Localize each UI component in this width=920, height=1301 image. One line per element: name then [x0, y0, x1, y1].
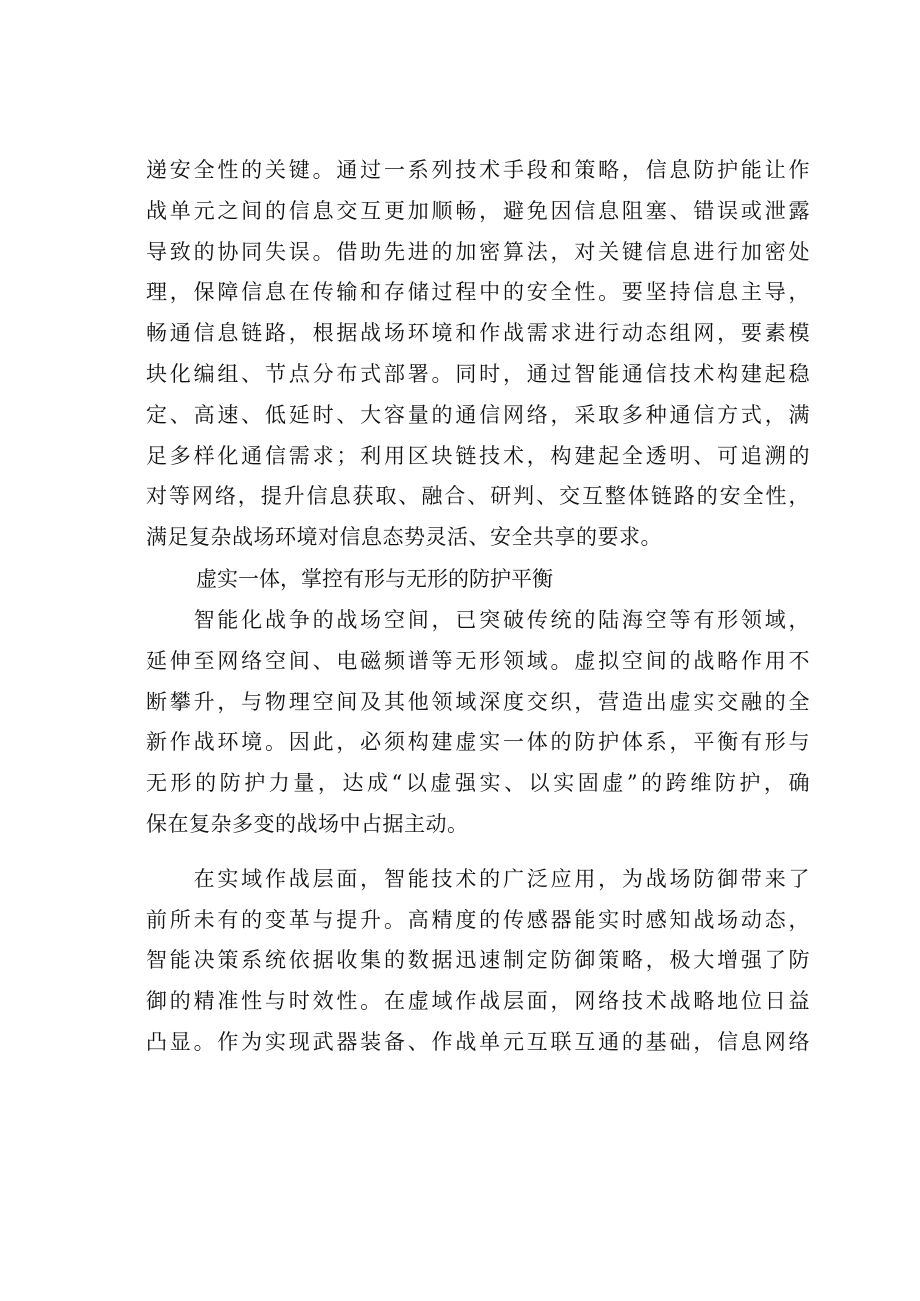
paragraph-spacing: [146, 845, 810, 859]
text-line: 定、高速、低延时、大容量的通信网络，采取多种通信方式，满: [146, 402, 810, 427]
text-line: 战单元之间的信息交互更加顺畅，避免因信息阻塞、错误或泄露: [146, 198, 810, 223]
text-line: 前所未有的变革与提升。高精度的传感器能实时感知战场动态，: [146, 907, 810, 932]
text-line: 断攀升，与物理空间及其他领域深度交织，营造出虚实交融的全: [146, 689, 810, 714]
text-line: 在实域作战层面，智能技术的广泛应用，为战场防御带来了: [146, 866, 810, 891]
text-line: 足多样化通信需求；利用区块链技术，构建起全透明、可追溯的: [146, 443, 810, 468]
text-line: 保在复杂多变的战场中占据主动。: [146, 811, 469, 836]
text-line: 对等网络，提升信息获取、融合、研判、交互整体链路的安全性，: [146, 484, 810, 509]
paragraph-2: [146, 600, 810, 845]
text-line: 理，保障信息在传输和存储过程中的安全性。要坚持信息主导，: [146, 280, 810, 305]
paragraph-3: [146, 859, 810, 1063]
text-line: 凸显。作为实现武器装备、作战单元互联互通的基础，信息网络: [146, 1029, 810, 1054]
text-line: 御的精准性与时效性。在虚域作战层面，网络技术战略地位日益: [146, 989, 810, 1014]
text-line: 新作战环境。因此，必须构建虚实一体的防护体系，平衡有形与: [146, 730, 810, 755]
text-line: 智能决策系统依据收集的数据迅速制定防御策略，极大增强了防: [146, 948, 810, 973]
text-line: 延伸至网络空间、电磁频谱等无形领域。虚拟空间的战略作用不: [146, 648, 810, 673]
text-line: 满足复杂战场环境对信息态势灵活、安全共享的要求。: [146, 525, 662, 550]
paragraph-1: [146, 150, 810, 558]
text-line: 畅通信息链路，根据战场环境和作战需求进行动态组网，要素模: [146, 321, 810, 346]
text-line: 块化编组、节点分布式部署。同时，通过智能通信技术构建起稳: [146, 361, 810, 386]
text-line: 导致的协同失误。借助先进的加密算法，对关键信息进行加密处: [146, 239, 810, 264]
text-line: 无形的防护力量，达成“以虚强实、以实固虚”的跨维防护，确: [146, 771, 810, 796]
text-line: 递安全性的关键。通过一系列技术手段和策略，信息防护能让作: [146, 158, 810, 182]
section-heading: 虚实一体，掌控有形与无形的防护平衡: [196, 566, 553, 591]
text-line: 智能化战争的战场空间，已突破传统的陆海空等有形领域，: [146, 607, 810, 632]
document-page: [146, 150, 810, 1063]
